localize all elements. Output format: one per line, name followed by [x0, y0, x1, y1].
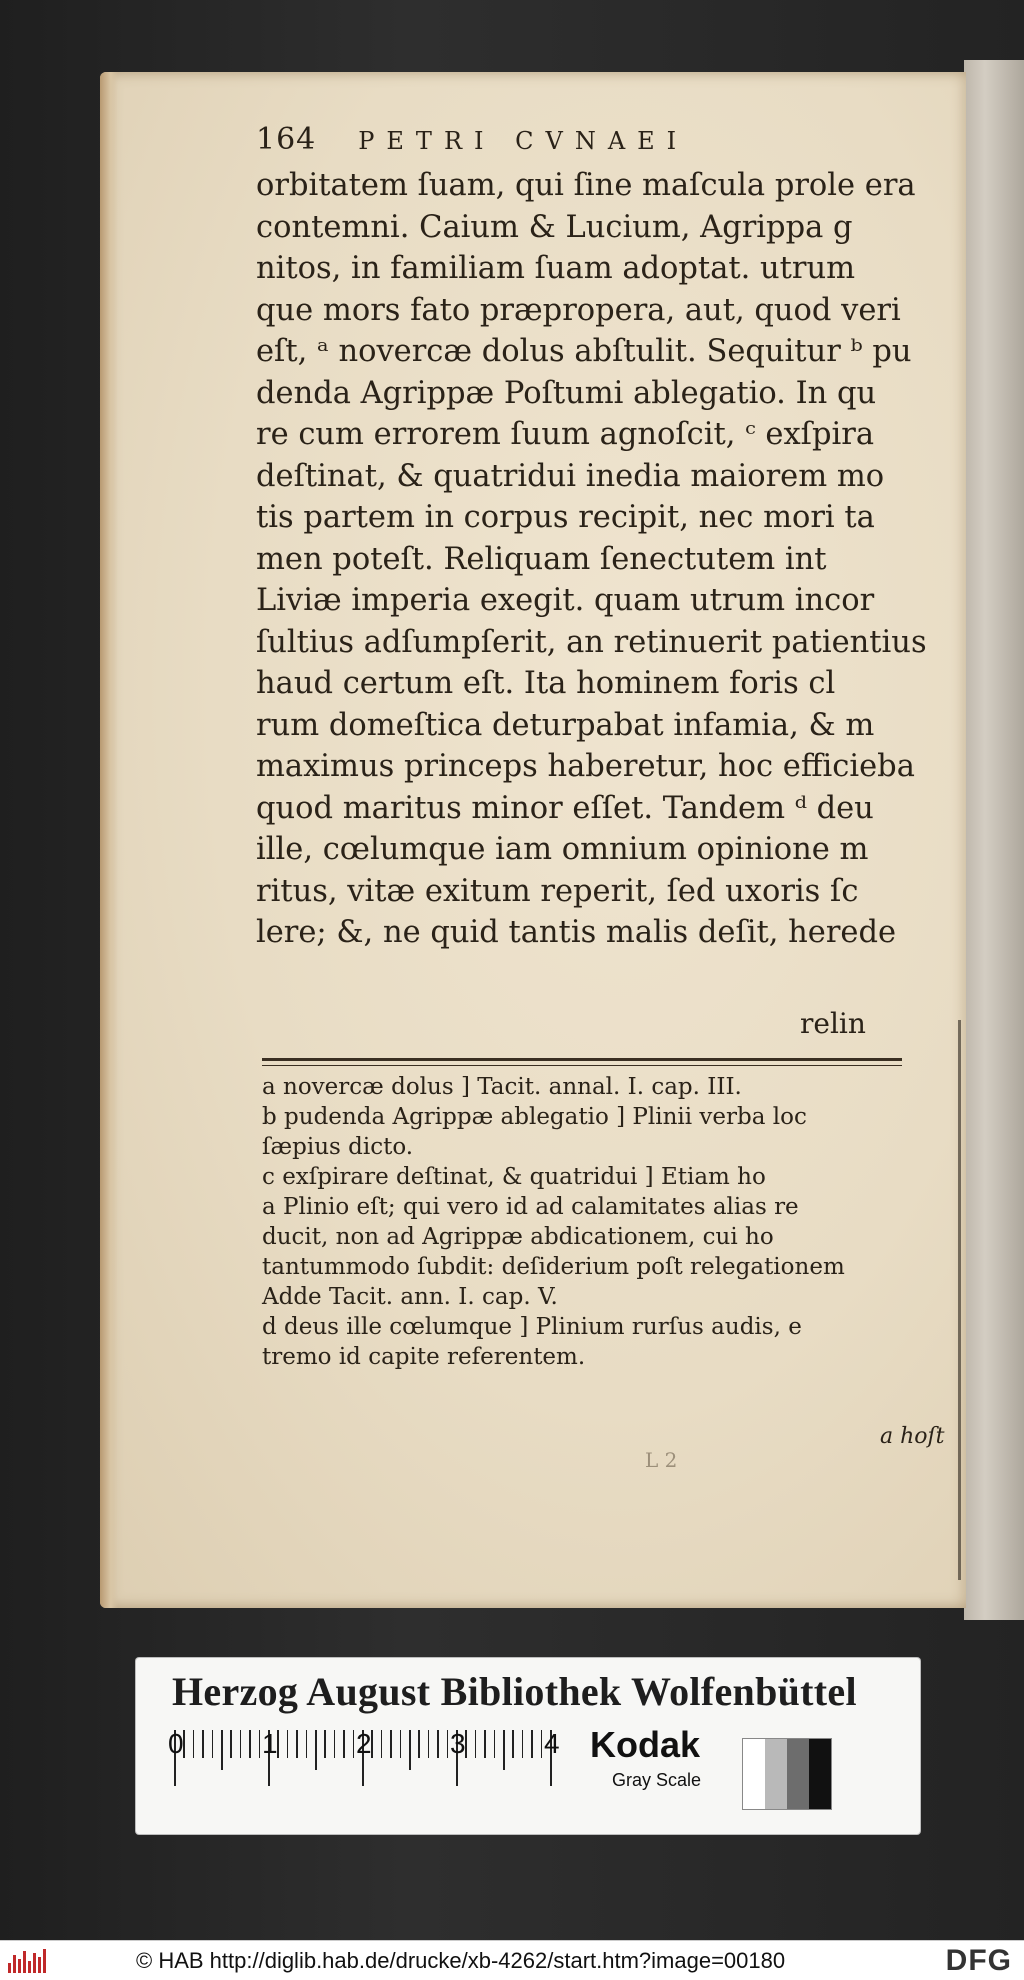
kodak-logo: Kodak [590, 1724, 701, 1765]
body-line: men poteſt. Reliquam ſenectutem int [256, 541, 827, 577]
footnote-line: tremo id capite referentem. [262, 1344, 586, 1370]
ruler-tick [418, 1730, 420, 1758]
ruler-tick [437, 1730, 439, 1758]
ruler-tick [240, 1730, 242, 1758]
ruler-tick [296, 1730, 298, 1758]
gray-scale-label: Gray Scale [612, 1770, 702, 1790]
ruler-tick [400, 1730, 402, 1758]
ruler-tick [249, 1730, 251, 1758]
body-line: que mors fato præpropera, aut, quod veri [256, 292, 901, 328]
footnote-line: a novercæ dolus ] Tacit. annal. I. cap. III. [262, 1074, 742, 1100]
body-line: denda Agrippæ Poſtumi ablegatio. In qu [256, 375, 877, 411]
ruler-tick [353, 1730, 355, 1758]
body-line: ſultius adſumpſerit, an retinuerit patientius [256, 624, 927, 660]
gray-patch [743, 1739, 765, 1809]
ruler-tick [390, 1730, 392, 1758]
ruler-tick [277, 1730, 279, 1758]
copyright-link[interactable]: © HAB http://diglib.hab.de/drucke/xb-4262/start.htm?image=00180 [136, 1948, 786, 1973]
ruler-tick [512, 1730, 514, 1758]
ruler-tick [324, 1730, 326, 1758]
page-gutter-shadow [100, 72, 118, 1608]
ruler-tick [503, 1730, 505, 1770]
ruler-tick [259, 1730, 261, 1758]
ruler-tick [221, 1730, 223, 1770]
body-line: ritus, vitæ exitum reperit, ſed uxoris ſc [256, 873, 859, 909]
ruler-tick [484, 1730, 486, 1758]
ruler-tick [531, 1730, 533, 1758]
body-line: orbitatem ſuam, qui ſine maſcula prole era [256, 168, 916, 203]
text-block [256, 122, 927, 954]
body-line: deſtinat, & quatridui inedia maiorem mo [256, 458, 885, 494]
ruler-number: 0 [168, 1728, 184, 1759]
body-line: tis partem in corpus recipit, nec mori ta [256, 500, 875, 535]
body-line: eſt, ᵃ novercæ dolus abſtulit. Sequitur ᵇ pu [256, 334, 912, 369]
viewer-footer [0, 1940, 1024, 1980]
footnote-rule [262, 1058, 902, 1066]
ruler-tick [193, 1730, 195, 1758]
gray-patch [809, 1739, 831, 1809]
hab-logo-icon [8, 1949, 48, 1973]
ruler-tick [447, 1730, 449, 1758]
page-number: 164 [256, 122, 317, 157]
signature-mark: L 2 [645, 1448, 678, 1472]
ruler-number: 3 [450, 1728, 466, 1759]
ruler-tick [465, 1730, 467, 1758]
ruler-tick [202, 1730, 204, 1758]
ruler-tick [212, 1730, 214, 1758]
ruler-tick [494, 1730, 496, 1758]
footnote-line: tantummodo ſubdit: deſiderium poſt relegationem [262, 1254, 845, 1280]
ruler-tick [409, 1730, 411, 1770]
running-head-title: PETRI CVNAEI [358, 127, 689, 155]
gray-scale-patches [742, 1738, 832, 1810]
body-line: lere; &, ne quid tantis malis deſit, herede [256, 915, 897, 950]
footnote-line: Adde Tacit. ann. I. cap. V. [262, 1284, 558, 1310]
ruler-tick [475, 1730, 477, 1758]
ruler-tick [428, 1730, 430, 1758]
body-line: rum domeſtica deturpabat infamia, & m [256, 707, 875, 743]
ruler-number: 4 [544, 1728, 560, 1759]
ruler-tick [230, 1730, 232, 1758]
body-line: quod maritus minor eſſet. Tandem ᵈ deu [256, 790, 874, 826]
footnote-line: a Plinio eſt; qui vero id ad calamitates alias re [262, 1194, 799, 1220]
body-line: nitos, in familiam ſuam adoptat. utrum [256, 251, 856, 286]
footnote-line: c exſpirare deſtinat, & quatridui ] Etiam ho [262, 1164, 766, 1190]
ruler-tick [522, 1730, 524, 1758]
library-name: Herzog August Bibliothek Wolfenbüttel [172, 1669, 857, 1714]
footnote-line: ſæpius dicto. [262, 1134, 414, 1160]
ruler-tick [315, 1730, 317, 1770]
body-line: haud certum eſt. Ita hominem foris cl [256, 666, 836, 701]
body-line: Liviæ imperia exegit. quam utrum incor [256, 583, 875, 618]
running-head [256, 122, 916, 157]
library-color-target [136, 1658, 920, 1834]
body-line: maximus princeps haberetur, hoc efficieba [256, 749, 915, 784]
footnote-line: b pudenda Agrippæ ablegatio ] Plinii verba loc [262, 1104, 807, 1130]
ruler-tick [371, 1730, 373, 1758]
footnote-catchword: a hoſt [880, 1424, 945, 1449]
adjacent-page-edge [964, 60, 1024, 1620]
body-line: re cum errorem ſuum agnoſcit, ᶜ exſpira [256, 417, 874, 452]
body-line: ille, cœlumque iam omnium opinione m [256, 832, 869, 867]
ruler-tick [381, 1730, 383, 1758]
ruler-tick [343, 1730, 345, 1758]
footnotes [262, 1072, 962, 1372]
ruler-tick [183, 1730, 185, 1758]
ruler-tick [306, 1730, 308, 1758]
footnote-line: d deus ille cœlumque ] Plinium rurſus audis, e [262, 1314, 802, 1340]
ruler-tick [334, 1730, 336, 1758]
footnote-line: ducit, non ad Agrippæ abdicationem, cui ho [262, 1224, 774, 1250]
ruler-tick [541, 1730, 543, 1758]
dfg-logo: DFG [945, 1944, 1012, 1977]
binding-fold [958, 1020, 961, 1580]
ruler-number: 2 [356, 1728, 372, 1759]
ruler-tick [287, 1730, 289, 1758]
gray-patch [787, 1739, 809, 1809]
catchword: relin [800, 1007, 866, 1040]
body-text [256, 165, 927, 954]
ruler-number: 1 [262, 1728, 278, 1759]
gray-patch [765, 1739, 787, 1809]
body-line: contemni. Caium & Lucium, Agrippa g [256, 209, 853, 245]
